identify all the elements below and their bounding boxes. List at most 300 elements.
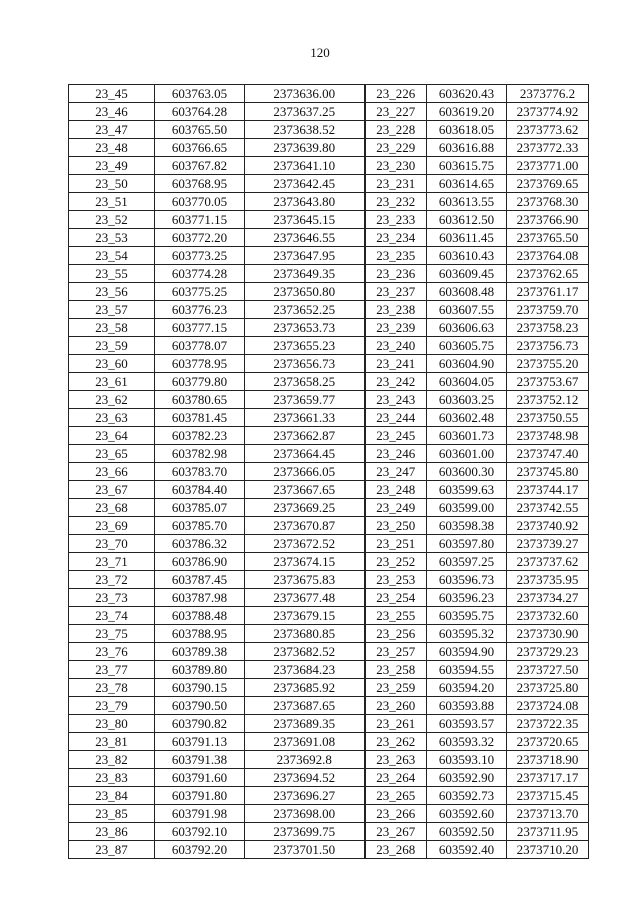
cell-x-coordinate: 603787.98 [155, 589, 245, 607]
table-row [69, 715, 589, 733]
table-row [69, 247, 589, 265]
cell-point-id: 23_236 [365, 265, 427, 283]
cell-x-coordinate: 603780.65 [155, 391, 245, 409]
cell-x-coordinate: 603785.07 [155, 499, 245, 517]
cell-y-coordinate: 2373667.65 [245, 481, 365, 499]
cell-point-id: 23_243 [365, 391, 427, 409]
cell-x-coordinate: 603790.82 [155, 715, 245, 733]
cell-x-coordinate: 603790.15 [155, 679, 245, 697]
cell-point-id: 23_268 [365, 841, 427, 859]
table-row [69, 391, 589, 409]
cell-y-coordinate: 2373762.65 [507, 265, 589, 283]
cell-point-id: 23_234 [365, 229, 427, 247]
cell-y-coordinate: 2373718.90 [507, 751, 589, 769]
cell-x-coordinate: 603791.80 [155, 787, 245, 805]
cell-point-id: 23_241 [365, 355, 427, 373]
cell-x-coordinate: 603592.40 [427, 841, 507, 859]
cell-y-coordinate: 2373765.50 [507, 229, 589, 247]
cell-point-id: 23_264 [365, 769, 427, 787]
cell-y-coordinate: 2373722.35 [507, 715, 589, 733]
cell-x-coordinate: 603781.45 [155, 409, 245, 427]
cell-point-id: 23_257 [365, 643, 427, 661]
table-row [69, 499, 589, 517]
cell-point-id: 23_255 [365, 607, 427, 625]
cell-y-coordinate: 2373735.95 [507, 571, 589, 589]
cell-x-coordinate: 603614.65 [427, 175, 507, 193]
cell-x-coordinate: 603765.50 [155, 121, 245, 139]
table-row [69, 607, 589, 625]
cell-y-coordinate: 2373698.00 [245, 805, 365, 823]
table-row [69, 283, 589, 301]
cell-point-id: 23_229 [365, 139, 427, 157]
table-row [69, 409, 589, 427]
cell-point-id: 23_265 [365, 787, 427, 805]
cell-point-id: 23_49 [69, 157, 155, 175]
cell-y-coordinate: 2373662.87 [245, 427, 365, 445]
cell-point-id: 23_52 [69, 211, 155, 229]
cell-point-id: 23_237 [365, 283, 427, 301]
cell-point-id: 23_240 [365, 337, 427, 355]
cell-x-coordinate: 603791.38 [155, 751, 245, 769]
cell-y-coordinate: 2373745.80 [507, 463, 589, 481]
cell-y-coordinate: 2373672.52 [245, 535, 365, 553]
cell-y-coordinate: 2373694.52 [245, 769, 365, 787]
cell-x-coordinate: 603770.05 [155, 193, 245, 211]
cell-x-coordinate: 603601.73 [427, 427, 507, 445]
cell-y-coordinate: 2373756.73 [507, 337, 589, 355]
cell-y-coordinate: 2373710.20 [507, 841, 589, 859]
cell-x-coordinate: 603788.48 [155, 607, 245, 625]
cell-y-coordinate: 2373744.17 [507, 481, 589, 499]
cell-x-coordinate: 603600.30 [427, 463, 507, 481]
table-row [69, 679, 589, 697]
cell-x-coordinate: 603791.13 [155, 733, 245, 751]
cell-y-coordinate: 2373692.8 [245, 751, 365, 769]
cell-y-coordinate: 2373740.92 [507, 517, 589, 535]
cell-x-coordinate: 603597.25 [427, 553, 507, 571]
coordinates-table-body [69, 85, 589, 859]
cell-point-id: 23_253 [365, 571, 427, 589]
cell-x-coordinate: 603784.40 [155, 481, 245, 499]
cell-y-coordinate: 2373687.65 [245, 697, 365, 715]
table-row [69, 769, 589, 787]
cell-point-id: 23_232 [365, 193, 427, 211]
cell-y-coordinate: 2373679.15 [245, 607, 365, 625]
cell-y-coordinate: 2373656.73 [245, 355, 365, 373]
cell-x-coordinate: 603620.43 [427, 85, 507, 103]
cell-point-id: 23_248 [365, 481, 427, 499]
cell-x-coordinate: 603594.20 [427, 679, 507, 697]
cell-y-coordinate: 2373766.90 [507, 211, 589, 229]
cell-y-coordinate: 2373670.87 [245, 517, 365, 535]
cell-point-id: 23_81 [69, 733, 155, 751]
cell-x-coordinate: 603619.20 [427, 103, 507, 121]
cell-x-coordinate: 603792.20 [155, 841, 245, 859]
cell-point-id: 23_58 [69, 319, 155, 337]
cell-x-coordinate: 603593.57 [427, 715, 507, 733]
cell-y-coordinate: 2373761.17 [507, 283, 589, 301]
cell-y-coordinate: 2373641.10 [245, 157, 365, 175]
cell-x-coordinate: 603782.98 [155, 445, 245, 463]
cell-y-coordinate: 2373646.55 [245, 229, 365, 247]
cell-y-coordinate: 2373643.80 [245, 193, 365, 211]
cell-x-coordinate: 603618.05 [427, 121, 507, 139]
cell-point-id: 23_54 [69, 247, 155, 265]
cell-y-coordinate: 2373650.80 [245, 283, 365, 301]
cell-y-coordinate: 2373759.70 [507, 301, 589, 319]
cell-x-coordinate: 603592.50 [427, 823, 507, 841]
cell-point-id: 23_55 [69, 265, 155, 283]
table-row [69, 481, 589, 499]
cell-point-id: 23_64 [69, 427, 155, 445]
cell-point-id: 23_266 [365, 805, 427, 823]
table-row [69, 265, 589, 283]
cell-y-coordinate: 2373769.65 [507, 175, 589, 193]
cell-point-id: 23_50 [69, 175, 155, 193]
cell-y-coordinate: 2373655.23 [245, 337, 365, 355]
cell-point-id: 23_230 [365, 157, 427, 175]
cell-y-coordinate: 2373699.75 [245, 823, 365, 841]
table-row [69, 373, 589, 391]
table-row [69, 103, 589, 121]
cell-x-coordinate: 603786.90 [155, 553, 245, 571]
cell-x-coordinate: 603778.95 [155, 355, 245, 373]
cell-point-id: 23_249 [365, 499, 427, 517]
table-row [69, 661, 589, 679]
cell-point-id: 23_48 [69, 139, 155, 157]
cell-point-id: 23_85 [69, 805, 155, 823]
cell-point-id: 23_67 [69, 481, 155, 499]
cell-y-coordinate: 2373720.65 [507, 733, 589, 751]
cell-y-coordinate: 2373734.27 [507, 589, 589, 607]
cell-x-coordinate: 603593.10 [427, 751, 507, 769]
cell-x-coordinate: 603608.48 [427, 283, 507, 301]
cell-x-coordinate: 603593.32 [427, 733, 507, 751]
cell-x-coordinate: 603615.75 [427, 157, 507, 175]
cell-y-coordinate: 2373711.95 [507, 823, 589, 841]
cell-point-id: 23_245 [365, 427, 427, 445]
cell-y-coordinate: 2373737.62 [507, 553, 589, 571]
table-row [69, 427, 589, 445]
cell-x-coordinate: 603773.25 [155, 247, 245, 265]
cell-y-coordinate: 2373638.52 [245, 121, 365, 139]
cell-x-coordinate: 603592.73 [427, 787, 507, 805]
table-row [69, 643, 589, 661]
cell-point-id: 23_259 [365, 679, 427, 697]
cell-point-id: 23_66 [69, 463, 155, 481]
cell-x-coordinate: 603593.88 [427, 697, 507, 715]
cell-point-id: 23_267 [365, 823, 427, 841]
cell-point-id: 23_76 [69, 643, 155, 661]
cell-x-coordinate: 603603.25 [427, 391, 507, 409]
cell-x-coordinate: 603792.10 [155, 823, 245, 841]
cell-point-id: 23_74 [69, 607, 155, 625]
table-row [69, 805, 589, 823]
cell-point-id: 23_51 [69, 193, 155, 211]
table-row [69, 139, 589, 157]
cell-x-coordinate: 603763.05 [155, 85, 245, 103]
cell-y-coordinate: 2373659.77 [245, 391, 365, 409]
cell-x-coordinate: 603596.23 [427, 589, 507, 607]
cell-x-coordinate: 603611.45 [427, 229, 507, 247]
cell-point-id: 23_47 [69, 121, 155, 139]
cell-y-coordinate: 2373748.98 [507, 427, 589, 445]
cell-y-coordinate: 2373774.92 [507, 103, 589, 121]
table-row [69, 337, 589, 355]
cell-point-id: 23_247 [365, 463, 427, 481]
cell-y-coordinate: 2373768.30 [507, 193, 589, 211]
cell-y-coordinate: 2373637.25 [245, 103, 365, 121]
cell-point-id: 23_82 [69, 751, 155, 769]
cell-x-coordinate: 603613.55 [427, 193, 507, 211]
cell-x-coordinate: 603610.43 [427, 247, 507, 265]
table-row [69, 751, 589, 769]
cell-point-id: 23_60 [69, 355, 155, 373]
cell-point-id: 23_79 [69, 697, 155, 715]
cell-point-id: 23_239 [365, 319, 427, 337]
cell-point-id: 23_238 [365, 301, 427, 319]
table-row [69, 517, 589, 535]
cell-x-coordinate: 603595.75 [427, 607, 507, 625]
table-row [69, 319, 589, 337]
cell-point-id: 23_252 [365, 553, 427, 571]
cell-y-coordinate: 2373773.62 [507, 121, 589, 139]
cell-point-id: 23_256 [365, 625, 427, 643]
cell-point-id: 23_242 [365, 373, 427, 391]
cell-y-coordinate: 2373685.92 [245, 679, 365, 697]
cell-y-coordinate: 2373758.23 [507, 319, 589, 337]
cell-point-id: 23_72 [69, 571, 155, 589]
cell-x-coordinate: 603595.32 [427, 625, 507, 643]
cell-point-id: 23_244 [365, 409, 427, 427]
cell-x-coordinate: 603782.23 [155, 427, 245, 445]
cell-x-coordinate: 603783.70 [155, 463, 245, 481]
cell-point-id: 23_83 [69, 769, 155, 787]
cell-point-id: 23_246 [365, 445, 427, 463]
cell-y-coordinate: 2373649.35 [245, 265, 365, 283]
cell-y-coordinate: 2373675.83 [245, 571, 365, 589]
cell-y-coordinate: 2373664.45 [245, 445, 365, 463]
cell-y-coordinate: 2373696.27 [245, 787, 365, 805]
cell-point-id: 23_65 [69, 445, 155, 463]
cell-y-coordinate: 2373747.40 [507, 445, 589, 463]
cell-point-id: 23_260 [365, 697, 427, 715]
table-row [69, 463, 589, 481]
cell-point-id: 23_73 [69, 589, 155, 607]
cell-x-coordinate: 603771.15 [155, 211, 245, 229]
table-row [69, 85, 589, 103]
cell-x-coordinate: 603787.45 [155, 571, 245, 589]
cell-point-id: 23_235 [365, 247, 427, 265]
cell-x-coordinate: 603599.00 [427, 499, 507, 517]
cell-y-coordinate: 2373691.08 [245, 733, 365, 751]
table-row [69, 553, 589, 571]
cell-x-coordinate: 603594.90 [427, 643, 507, 661]
cell-point-id: 23_227 [365, 103, 427, 121]
cell-point-id: 23_70 [69, 535, 155, 553]
table-row [69, 733, 589, 751]
table-row [69, 625, 589, 643]
table-row [69, 355, 589, 373]
cell-x-coordinate: 603786.32 [155, 535, 245, 553]
cell-y-coordinate: 2373658.25 [245, 373, 365, 391]
cell-x-coordinate: 603774.28 [155, 265, 245, 283]
cell-x-coordinate: 603790.50 [155, 697, 245, 715]
cell-point-id: 23_75 [69, 625, 155, 643]
cell-y-coordinate: 2373755.20 [507, 355, 589, 373]
table-row [69, 697, 589, 715]
cell-point-id: 23_87 [69, 841, 155, 859]
cell-point-id: 23_84 [69, 787, 155, 805]
cell-x-coordinate: 603772.20 [155, 229, 245, 247]
cell-y-coordinate: 2373653.73 [245, 319, 365, 337]
cell-point-id: 23_263 [365, 751, 427, 769]
table-row [69, 589, 589, 607]
table-row [69, 841, 589, 859]
cell-point-id: 23_71 [69, 553, 155, 571]
cell-x-coordinate: 603592.90 [427, 769, 507, 787]
cell-y-coordinate: 2373729.23 [507, 643, 589, 661]
cell-point-id: 23_258 [365, 661, 427, 679]
cell-x-coordinate: 603776.23 [155, 301, 245, 319]
cell-x-coordinate: 603785.70 [155, 517, 245, 535]
cell-point-id: 23_77 [69, 661, 155, 679]
cell-y-coordinate: 2373661.33 [245, 409, 365, 427]
cell-y-coordinate: 2373750.55 [507, 409, 589, 427]
cell-y-coordinate: 2373717.17 [507, 769, 589, 787]
cell-y-coordinate: 2373645.15 [245, 211, 365, 229]
cell-y-coordinate: 2373666.05 [245, 463, 365, 481]
table-row [69, 823, 589, 841]
cell-point-id: 23_69 [69, 517, 155, 535]
cell-x-coordinate: 603764.28 [155, 103, 245, 121]
cell-point-id: 23_62 [69, 391, 155, 409]
cell-point-id: 23_56 [69, 283, 155, 301]
cell-x-coordinate: 603604.05 [427, 373, 507, 391]
table-row [69, 121, 589, 139]
cell-y-coordinate: 2373771.00 [507, 157, 589, 175]
cell-point-id: 23_228 [365, 121, 427, 139]
cell-y-coordinate: 2373713.70 [507, 805, 589, 823]
table-row [69, 175, 589, 193]
cell-point-id: 23_78 [69, 679, 155, 697]
cell-point-id: 23_261 [365, 715, 427, 733]
cell-x-coordinate: 603791.98 [155, 805, 245, 823]
cell-point-id: 23_250 [365, 517, 427, 535]
cell-x-coordinate: 603598.38 [427, 517, 507, 535]
cell-point-id: 23_57 [69, 301, 155, 319]
cell-y-coordinate: 2373764.08 [507, 247, 589, 265]
page-number: 120 [310, 45, 330, 60]
cell-x-coordinate: 603768.95 [155, 175, 245, 193]
cell-point-id: 23_233 [365, 211, 427, 229]
cell-y-coordinate: 2373752.12 [507, 391, 589, 409]
cell-point-id: 23_251 [365, 535, 427, 553]
cell-y-coordinate: 2373732.60 [507, 607, 589, 625]
cell-x-coordinate: 603605.75 [427, 337, 507, 355]
table-row [69, 445, 589, 463]
cell-x-coordinate: 603779.80 [155, 373, 245, 391]
cell-x-coordinate: 603791.60 [155, 769, 245, 787]
cell-y-coordinate: 2373682.52 [245, 643, 365, 661]
cell-x-coordinate: 603601.00 [427, 445, 507, 463]
cell-x-coordinate: 603596.73 [427, 571, 507, 589]
table-row [69, 193, 589, 211]
cell-y-coordinate: 2373739.27 [507, 535, 589, 553]
cell-point-id: 23_80 [69, 715, 155, 733]
cell-y-coordinate: 2373753.67 [507, 373, 589, 391]
cell-point-id: 23_63 [69, 409, 155, 427]
cell-x-coordinate: 603616.88 [427, 139, 507, 157]
cell-x-coordinate: 603592.60 [427, 805, 507, 823]
cell-x-coordinate: 603778.07 [155, 337, 245, 355]
cell-y-coordinate: 2373639.80 [245, 139, 365, 157]
cell-x-coordinate: 603612.50 [427, 211, 507, 229]
cell-point-id: 23_262 [365, 733, 427, 751]
cell-point-id: 23_61 [69, 373, 155, 391]
cell-y-coordinate: 2373724.08 [507, 697, 589, 715]
cell-y-coordinate: 2373674.15 [245, 553, 365, 571]
cell-y-coordinate: 2373689.35 [245, 715, 365, 733]
table-row [69, 787, 589, 805]
cell-point-id: 23_231 [365, 175, 427, 193]
cell-y-coordinate: 2373647.95 [245, 247, 365, 265]
cell-y-coordinate: 2373701.50 [245, 841, 365, 859]
cell-y-coordinate: 2373677.48 [245, 589, 365, 607]
cell-x-coordinate: 603597.80 [427, 535, 507, 553]
coordinates-table [68, 84, 589, 859]
table-row [69, 571, 589, 589]
cell-y-coordinate: 2373642.45 [245, 175, 365, 193]
cell-x-coordinate: 603599.63 [427, 481, 507, 499]
cell-point-id: 23_254 [365, 589, 427, 607]
cell-x-coordinate: 603775.25 [155, 283, 245, 301]
cell-y-coordinate: 2373725.80 [507, 679, 589, 697]
cell-point-id: 23_45 [69, 85, 155, 103]
table-row [69, 211, 589, 229]
cell-point-id: 23_68 [69, 499, 155, 517]
cell-x-coordinate: 603607.55 [427, 301, 507, 319]
table-row [69, 157, 589, 175]
table-row [69, 301, 589, 319]
cell-y-coordinate: 2373742.55 [507, 499, 589, 517]
cell-y-coordinate: 2373680.85 [245, 625, 365, 643]
cell-x-coordinate: 603602.48 [427, 409, 507, 427]
cell-y-coordinate: 2373772.33 [507, 139, 589, 157]
cell-x-coordinate: 603604.90 [427, 355, 507, 373]
cell-y-coordinate: 2373652.25 [245, 301, 365, 319]
cell-x-coordinate: 603766.65 [155, 139, 245, 157]
cell-y-coordinate: 2373727.50 [507, 661, 589, 679]
cell-y-coordinate: 2373776.2 [507, 85, 589, 103]
cell-y-coordinate: 2373636.00 [245, 85, 365, 103]
cell-y-coordinate: 2373669.25 [245, 499, 365, 517]
cell-x-coordinate: 603606.63 [427, 319, 507, 337]
cell-x-coordinate: 603767.82 [155, 157, 245, 175]
cell-point-id: 23_46 [69, 103, 155, 121]
cell-y-coordinate: 2373715.45 [507, 787, 589, 805]
cell-point-id: 23_86 [69, 823, 155, 841]
cell-y-coordinate: 2373684.23 [245, 661, 365, 679]
cell-point-id: 23_53 [69, 229, 155, 247]
cell-x-coordinate: 603609.45 [427, 265, 507, 283]
cell-point-id: 23_59 [69, 337, 155, 355]
cell-x-coordinate: 603789.80 [155, 661, 245, 679]
table-row [69, 229, 589, 247]
cell-y-coordinate: 2373730.90 [507, 625, 589, 643]
cell-x-coordinate: 603777.15 [155, 319, 245, 337]
cell-x-coordinate: 603789.38 [155, 643, 245, 661]
